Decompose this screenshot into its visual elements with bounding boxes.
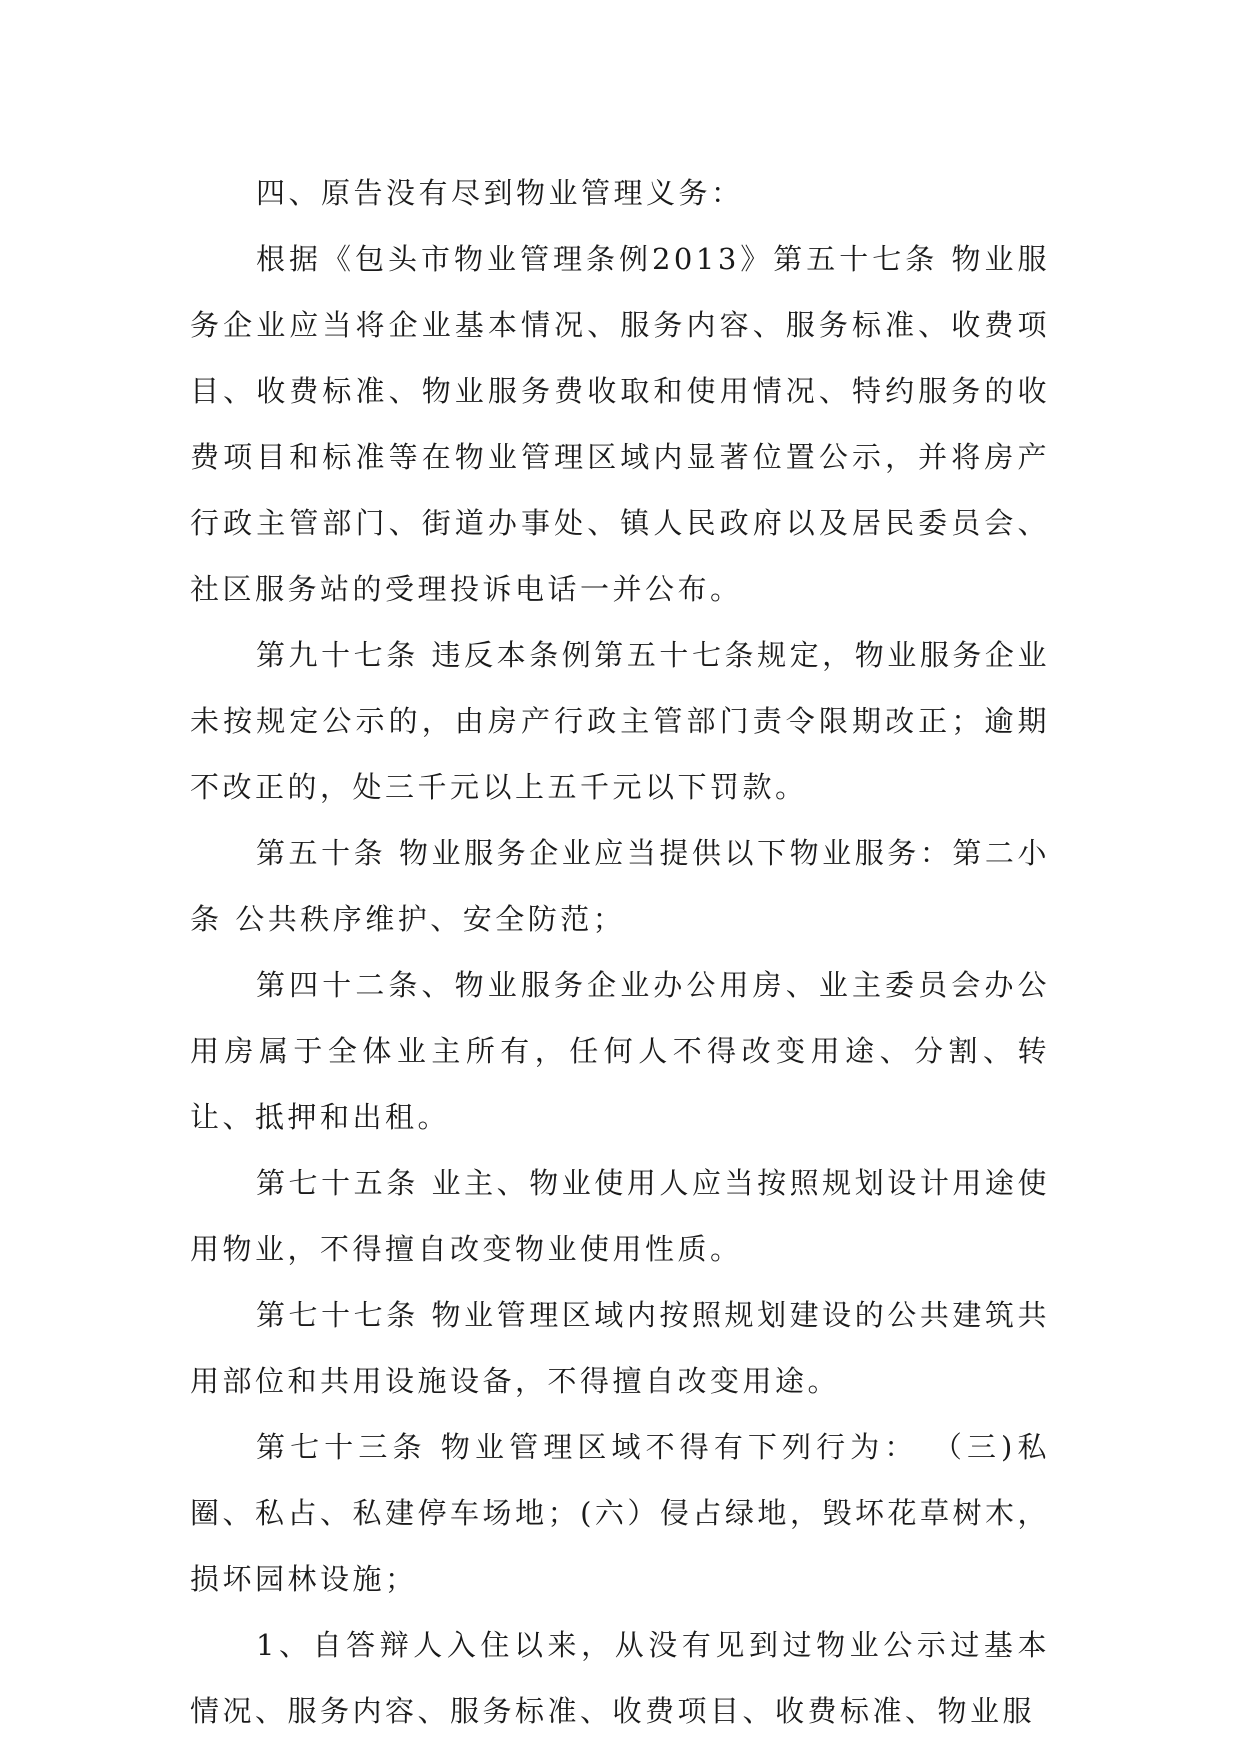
article-75-paragraph: 第七十五条 业主、物业使用人应当按照规划设计用途使用物业，不得擅自改变物业使用性质。 [190, 1166, 1050, 1266]
article-42-paragraph: 第四十二条、物业服务企业办公用房、业主委员会办公用房属于全体业主所有，任何人不得改变用途、分割、转让、抵押和出租。 [190, 968, 1050, 1134]
article-97-paragraph: 第九十七条 违反本条例第五十七条规定，物业服务企业未按规定公示的，由房产行政主管部门责令限期改正；逾期不改正的，处三千元以上五千元以下罚款。 [190, 638, 1050, 804]
article-77-paragraph: 第七十七条 物业管理区域内按照规划建设的公共建筑共用部位和共用设施设备，不得擅自改变用途。 [190, 1298, 1050, 1398]
document-body [190, 160, 1050, 1744]
article-57-paragraph: 根据《包头市物业管理条例2013》第五十七条 物业服务企业应当将企业基本情况、服务内容、服务标准、收费项目、收费标准、物业服务费收取和使用情况、特约服务的收费项目和标准等在物业管理区域内显著位置公示，并将房产行政主管部门、街道办事处、镇人民政府以及居民委员会、社区服务站的受理投诉电话一并公布。 [190, 242, 1050, 606]
section-heading-paragraph: 四、原告没有尽到物业管理义务： [256, 176, 744, 210]
article-73-paragraph: 第七十三条 物业管理区域不得有下列行为： （三)私圈、私占、私建停车场地；(六）侵占绿地，毁坏花草树木，损坏园林设施； [190, 1430, 1050, 1596]
point-1-paragraph: 1、自答辩人入住以来，从没有见到过物业公示过基本情况、服务内容、服务标准、收费项目、收费标准、物业服 [190, 1628, 1050, 1728]
article-50-paragraph: 第五十条 物业服务企业应当提供以下物业服务：第二小条 公共秩序维护、安全防范； [190, 836, 1050, 936]
